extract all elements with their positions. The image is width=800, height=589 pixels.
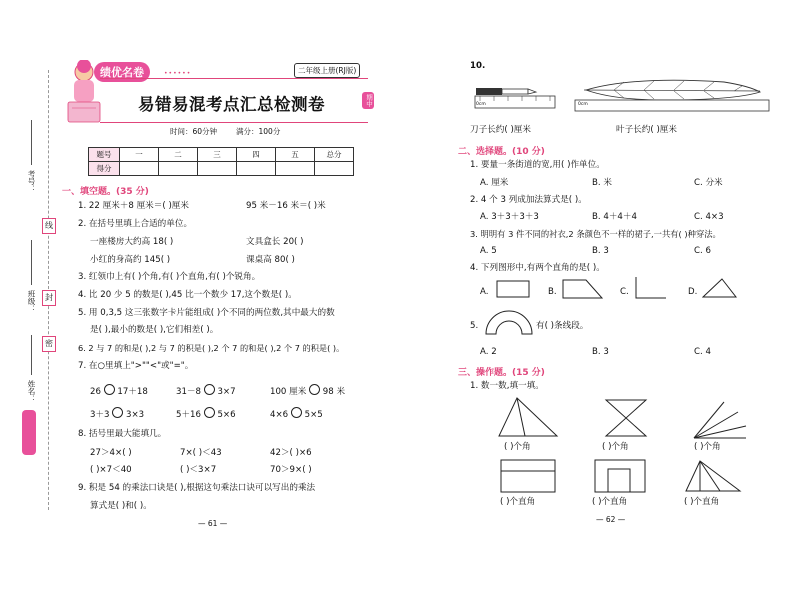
score-header: 三 — [198, 148, 237, 162]
angle-figure-rays — [692, 400, 748, 444]
operation-1: 1. 数一数,填一填。 — [470, 381, 544, 391]
question-8: 8. 括号里最大能填几。 — [78, 429, 167, 439]
question-2b: 文具盒长 20( ) — [246, 237, 304, 247]
compare-item: 4×6 5×5 — [270, 407, 323, 420]
grade-tag: 二年级上册(RJ版) — [294, 63, 360, 78]
choice-option[interactable]: A. 2 — [480, 347, 497, 357]
right-angle-figure-triangles — [684, 459, 742, 497]
compare-circle[interactable] — [309, 384, 320, 395]
ruler-number: 0cm — [476, 102, 486, 107]
question-2d: 课桌高 80( ) — [246, 255, 295, 265]
score-header: 题号 — [89, 148, 120, 162]
choice-option[interactable]: A. 厘米 — [480, 178, 509, 188]
choice-option[interactable]: B. 3 — [592, 246, 609, 256]
score-header: 总分 — [315, 148, 354, 162]
score-cell[interactable] — [198, 162, 237, 176]
question-5a: 5. 用 0,3,5 这三张数字卡片能组成( )个不同的两位数,其中最大的数 — [78, 308, 335, 318]
side-label-banji: 班级： — [27, 290, 36, 313]
header-bottom-rule — [100, 122, 368, 123]
ruler-number: 0cm — [578, 102, 588, 107]
fill-item: 7×( )＜43 — [180, 448, 222, 458]
section-title-3: 三、操作题。(15 分) — [458, 368, 545, 378]
fill-item: ( )×7＜40 — [90, 465, 132, 475]
brand-badge: 绩优名卷 — [94, 62, 150, 82]
side-mark-mi: 密 — [42, 336, 56, 352]
fill-item: 70＞9×( ) — [270, 465, 312, 475]
compare-item: 100 厘米 98 米 — [270, 384, 345, 397]
side-brand-logo — [22, 410, 36, 455]
triangle-shape — [702, 278, 738, 302]
compare-circle[interactable] — [204, 407, 215, 418]
score-cell[interactable] — [237, 162, 276, 176]
choice-option[interactable]: D. — [688, 287, 698, 297]
question-2a: 一座楼房大约高 18( ) — [90, 237, 174, 247]
side-underline — [31, 240, 32, 285]
choice-option[interactable]: A. — [480, 287, 489, 297]
angle-figure-triangle — [497, 396, 559, 442]
page-number-right: — 62 — — [596, 515, 626, 524]
question-6: 6. 2 与 7 的和是( ),2 与 7 的积是( ),2 个 7 的和是( ),2 个 7 的积是( )。 — [78, 343, 345, 353]
trapezoid-shape — [562, 279, 604, 303]
choice-2: 2. 4 个 3 列成加法算式是( )。 — [470, 195, 587, 205]
fill-item: 27＞4×( ) — [90, 448, 132, 458]
knife-ruler-figure — [474, 84, 558, 116]
question-10a: 刀子长约( )厘米 — [470, 125, 531, 135]
side-label-kaohao: 考号： — [27, 170, 36, 193]
choice-option[interactable]: A. 3＋3＋3＋3 — [480, 212, 539, 222]
choice-3: 3. 明明有 3 件不同的衬衣,2 条颜色不一样的裙子,一共有( )种穿法。 — [470, 229, 721, 239]
compare-item: 31－8 3×7 — [176, 384, 236, 397]
score-cell[interactable] — [315, 162, 354, 176]
score-header: 一 — [120, 148, 159, 162]
section-title-2: 二、选择题。(10 分) — [458, 147, 545, 157]
answer-blank[interactable]: ( )个直角 — [592, 497, 628, 507]
fill-item: ( )＜3×7 — [180, 465, 217, 475]
choice-option[interactable]: C. 分米 — [694, 178, 723, 188]
question-4: 4. 比 20 少 5 的数是( ),45 比一个数少 17,这个数是( )。 — [78, 290, 297, 300]
rectangle-shape — [496, 280, 530, 302]
question-3: 3. 红领巾上有( )个角,有( )个直角,有( )个锐角。 — [78, 272, 261, 282]
side-label-xingming: 姓名： — [27, 380, 36, 403]
score-header: 五 — [276, 148, 315, 162]
right-angle-figure-squares — [594, 459, 646, 497]
choice-1: 1. 要量一条街道的宽,用( )作单位。 — [470, 160, 605, 170]
question-2: 2. 在括号里填上合适的单位。 — [78, 219, 193, 229]
answer-blank[interactable]: ( )个角 — [602, 442, 629, 452]
score-cell[interactable] — [159, 162, 198, 176]
compare-item: 5＋16 5×6 — [176, 407, 236, 420]
compare-circle[interactable] — [104, 384, 115, 395]
choice-option[interactable]: B. 4＋4＋4 — [592, 212, 637, 222]
score-row-label: 得分 — [89, 162, 120, 176]
side-underline — [31, 335, 32, 375]
question-5b: 是( ),最小的数是( ),它们相差( )。 — [90, 325, 219, 335]
angle-figure-hourglass — [604, 398, 648, 442]
score-header: 四 — [237, 148, 276, 162]
exam-time: 时间：60分钟 — [170, 127, 218, 136]
compare-circle[interactable] — [204, 384, 215, 395]
choice-5-label: 5. — [470, 321, 479, 331]
answer-blank[interactable]: ( )个角 — [694, 442, 721, 452]
score-table — [88, 147, 354, 176]
choice-option[interactable]: B. 米 — [592, 178, 612, 188]
exam-full-score: 满分：100分 — [236, 127, 281, 136]
question-1a: 1. 22 厘米＋8 厘米＝( )厘米 — [78, 201, 189, 211]
side-underline — [31, 120, 32, 165]
question-10-label: 10. — [470, 61, 486, 71]
choice-option[interactable]: B. 3 — [592, 347, 609, 357]
compare-item: 3＋3 3×3 — [90, 407, 144, 420]
choice-option[interactable]: C. 4×3 — [694, 212, 724, 222]
question-9b: 算式是( )和( )。 — [90, 501, 152, 511]
right-angle-figure-rect — [500, 459, 556, 497]
answer-blank[interactable]: ( )个直角 — [500, 497, 536, 507]
question-2c: 小红的身高约 145( ) — [90, 255, 171, 265]
choice-option[interactable]: B. — [548, 287, 557, 297]
choice-option[interactable]: C. 4 — [694, 347, 711, 357]
header-rule — [100, 78, 368, 79]
compare-item: 26 17＋18 — [90, 384, 148, 397]
choice-4: 4. 下列图形中,有两个直角的是( )。 — [470, 263, 605, 273]
right-angle-shape — [634, 276, 668, 304]
question-10b: 叶子长约( )厘米 — [616, 125, 677, 135]
compare-circle[interactable] — [112, 407, 123, 418]
header-dots: •••••• — [164, 70, 192, 77]
answer-blank[interactable]: ( )个角 — [504, 442, 531, 452]
score-header: 二 — [159, 148, 198, 162]
question-7: 7. 在○里填上">""<"或"="。 — [78, 361, 194, 371]
question-1b: 95 米－16 米＝( )米 — [246, 201, 326, 211]
score-cell[interactable] — [276, 162, 315, 176]
page-title: 易错易混考点汇总检测卷 — [138, 95, 325, 114]
choice-5: 有( )条线段。 — [536, 321, 589, 331]
question-9a: 9. 积是 54 的乘法口诀是( ),根据这句乘法口诀可以写出的乘法 — [78, 483, 316, 493]
leaf-ruler-figure — [574, 78, 770, 116]
compare-circle[interactable] — [291, 407, 302, 418]
side-tag: 期中 — [362, 92, 374, 109]
arch-shape — [484, 306, 534, 340]
answer-blank[interactable]: ( )个直角 — [684, 497, 720, 507]
choice-option[interactable]: A. 5 — [480, 246, 497, 256]
choice-option[interactable]: C. — [620, 287, 629, 297]
side-mark-feng: 封 — [42, 290, 56, 306]
choice-option[interactable]: C. 6 — [694, 246, 711, 256]
fill-item: 42＞( )×6 — [270, 448, 312, 458]
section-title-1: 一、填空题。(35 分) — [62, 187, 149, 197]
page-number-left: — 61 — — [198, 519, 228, 528]
score-cell[interactable] — [120, 162, 159, 176]
side-mark-xian: 线 — [42, 218, 56, 234]
